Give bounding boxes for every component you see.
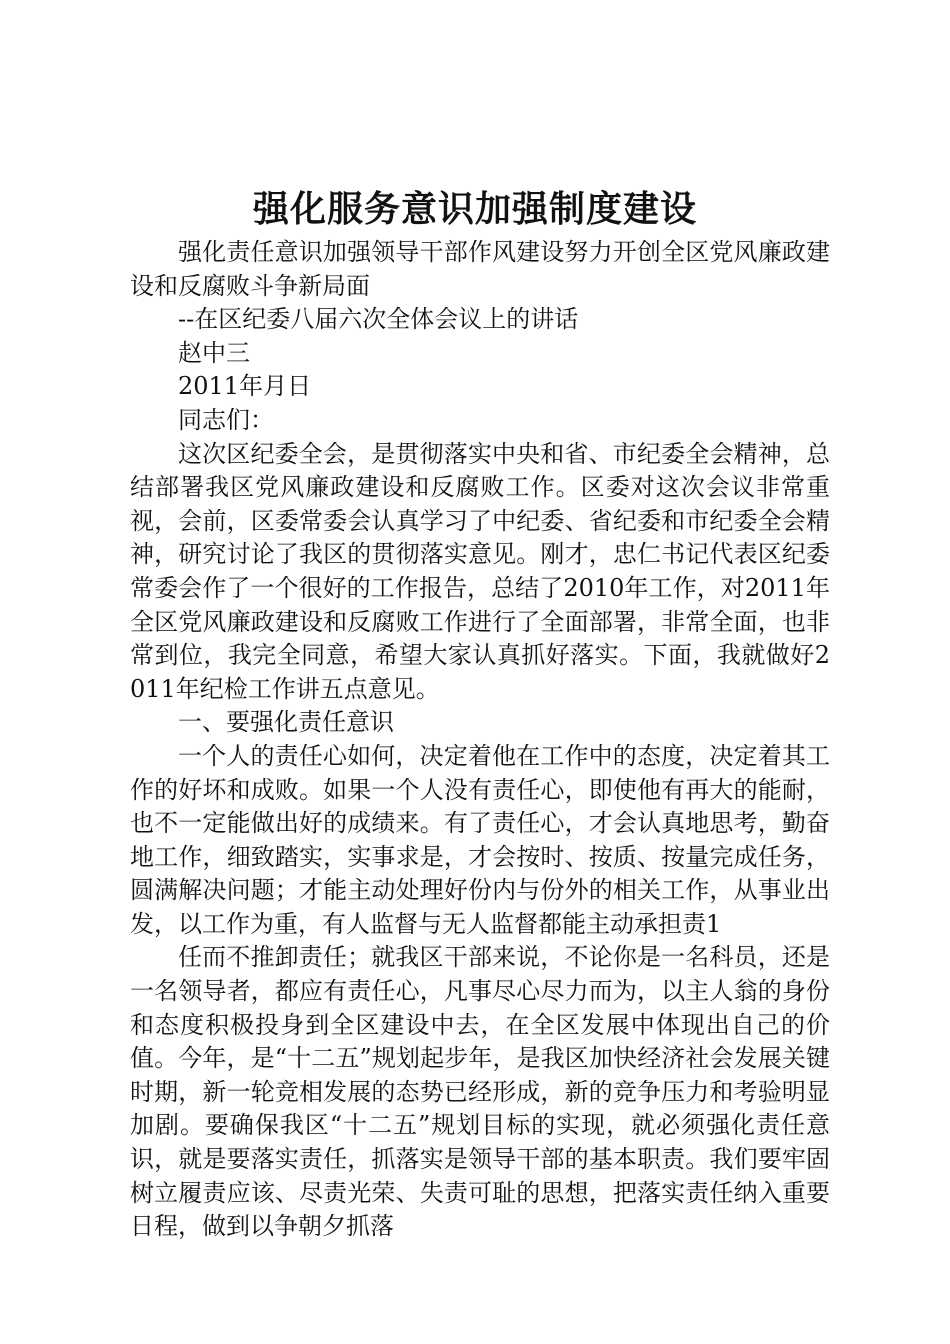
- body-paragraph: 任而不推卸责任；就我区干部来说，不论你是一名科员，还是一名领导者，都应有责任心，凡事尽心尽力而为，以主人翁的身份和态度积极投身到全区建设中去，在全区发展中体现出自己的价值。今年，是“十二五”规划起步年，是我区加快经济社会发展关键时期，新一轮竞相发展的态势已经形成，新的竞争压力和考验明显加剧。要确保我区“十二五”规划目标的实现，就必须强化责任意识，就是要落实责任，抓落实是领导干部的基本职责。我们要牢固树立履责应该、尽责光荣、失责可耻的思想，把落实责任纳入重要日程，做到以争朝夕抓落: [130, 943, 830, 1241]
- salutation: 同志们：: [178, 405, 274, 434]
- section-heading: 一、要强化责任意识: [178, 708, 394, 737]
- document-body: [130, 236, 830, 1244]
- speaker-name: 赵中三: [178, 338, 250, 367]
- document-title: 强化服务意识加强制度建设: [252, 188, 697, 230]
- speech-date: 2011年月日: [178, 372, 312, 401]
- occasion-line: --在区纪委八届六次全体会议上的讲话: [178, 305, 579, 334]
- body-paragraph: 这次区纪委全会，是贯彻落实中央和省、市纪委全会精神，总结部署我区党风廉政建设和反腐败工作。区委对这次会议非常重视，会前，区委常委会认真学习了中纪委、省纪委和市纪委全会精神，研究讨论了我区的贯彻落实意见。刚才，忠仁书记代表区纪委常委会作了一个很好的工作报告，总结了2010年工作，对2011年全区党风廉政建设和反腐败工作进行了全面部署，非常全面，也非常到位，我完全同意，希望大家认真抓好落实。下面，我就做好2011年纪检工作讲五点意见。: [130, 439, 830, 703]
- body-paragraph: 一个人的责任心如何，决定着他在工作中的态度，决定着其工作的好坏和成败。如果一个人没有责任心，即使他有再大的能耐，也不一定能做出好的成绩来。有了责任心，才会认真地思考，勤奋地工作，细致踏实，实事求是，才会按时、按质、按量完成任务，圆满解决问题；才能主动处理好份内与份外的相关工作，从事业出发，以工作为重，有人监督与无人监督都能主动承担责1: [130, 741, 830, 938]
- subtitle-paragraph: 强化责任意识加强领导干部作风建设努力开创全区党风廉政建设和反腐败斗争新局面: [130, 238, 830, 300]
